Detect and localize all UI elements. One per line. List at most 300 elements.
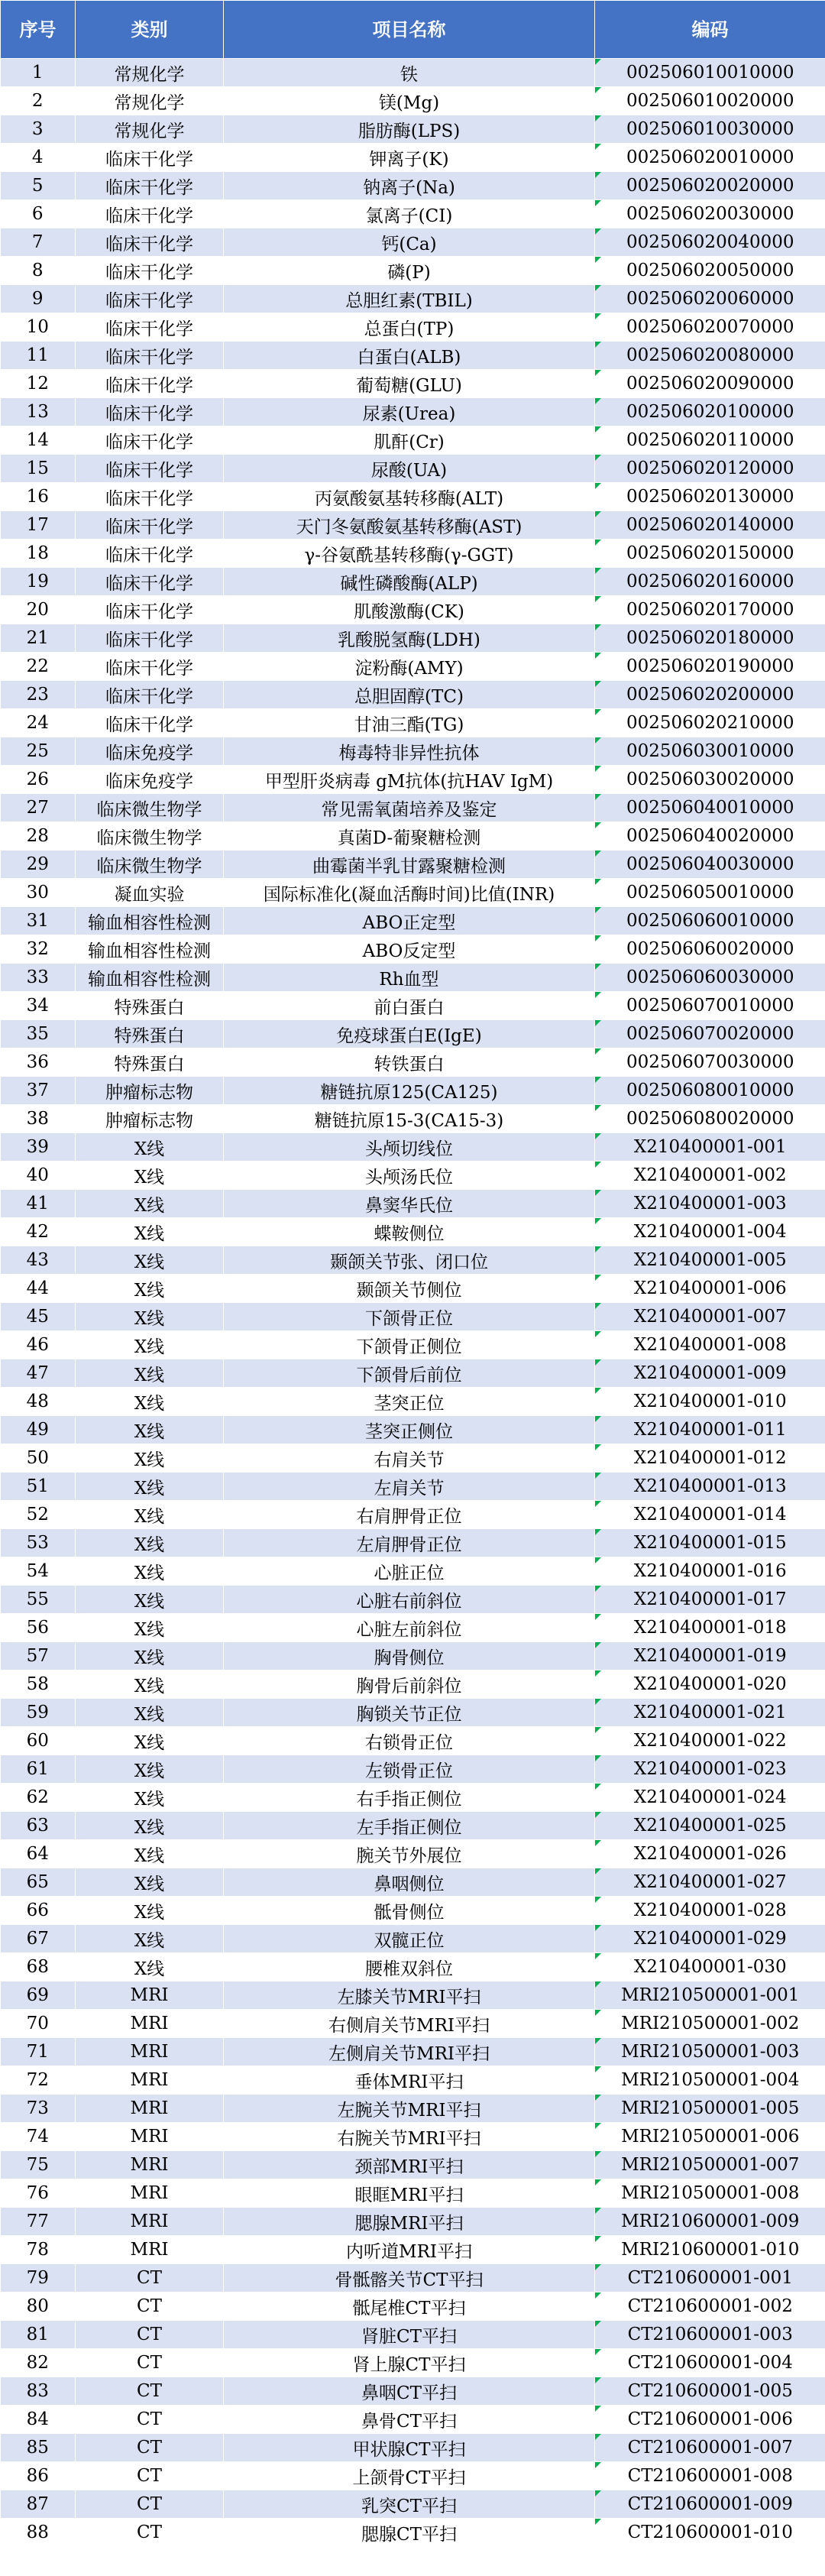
row-category: X线: [76, 1755, 224, 1784]
row-item-name: 腮腺CT平扫: [224, 2519, 595, 2547]
row-code: X210400001-021: [595, 1699, 825, 1727]
row-category: 临床微生物学: [76, 851, 224, 879]
row-category: CT: [76, 2377, 224, 2406]
row-item-name: 下颌骨正位: [224, 1303, 595, 1331]
table-row: [1, 200, 825, 228]
table-row: [1, 59, 825, 87]
row-index: 20: [1, 596, 76, 624]
table-row: [1, 568, 825, 596]
row-index: 82: [1, 2349, 76, 2377]
row-category: MRI: [76, 2179, 224, 2208]
row-item-name: 心脏左前斜位: [224, 1614, 595, 1642]
row-category: MRI: [76, 2236, 224, 2264]
table-row: [1, 1275, 825, 1303]
row-code: X210400001-025: [595, 1812, 825, 1840]
row-item-name: 腮腺MRI平扫: [224, 2208, 595, 2236]
row-index: 50: [1, 1444, 76, 1473]
row-item-name: 垂体MRI平扫: [224, 2066, 595, 2095]
header-row: [1, 1, 825, 59]
table-row: [1, 596, 825, 624]
table-row: [1, 370, 825, 398]
row-item-name: 总胆红素(TBIL): [224, 285, 595, 313]
table-row: [1, 2349, 825, 2377]
row-code: X210400001-008: [595, 1331, 825, 1359]
table-row: [1, 2434, 825, 2462]
row-category: CT: [76, 2264, 224, 2292]
table-row: [1, 313, 825, 342]
row-code: 002506020050000: [595, 257, 825, 285]
row-code: X210400001-027: [595, 1868, 825, 1897]
row-item-name: 天门冬氨酸氨基转移酶(AST): [224, 511, 595, 540]
table-row: [1, 2321, 825, 2349]
row-category: X线: [76, 1303, 224, 1331]
table-row: [1, 2066, 825, 2095]
row-code: 002506070010000: [595, 992, 825, 1020]
row-code: X210400001-003: [595, 1190, 825, 1218]
row-code: 002506020060000: [595, 285, 825, 313]
row-index: 32: [1, 935, 76, 964]
row-code: 002506020200000: [595, 681, 825, 709]
row-code: 002506020140000: [595, 511, 825, 540]
row-item-name: 葡萄糖(GLU): [224, 370, 595, 398]
row-index: 62: [1, 1784, 76, 1812]
row-index: 15: [1, 455, 76, 483]
row-category: X线: [76, 1473, 224, 1501]
row-item-name: 镁(Mg): [224, 87, 595, 115]
row-index: 11: [1, 342, 76, 370]
row-index: 75: [1, 2151, 76, 2179]
row-index: 55: [1, 1586, 76, 1614]
row-category: X线: [76, 1868, 224, 1897]
row-index: 45: [1, 1303, 76, 1331]
row-item-name: 左腕关节MRI平扫: [224, 2095, 595, 2123]
table-row: [1, 2377, 825, 2406]
table-row: [1, 1699, 825, 1727]
row-index: 52: [1, 1501, 76, 1529]
row-index: 60: [1, 1727, 76, 1755]
row-code: X210400001-005: [595, 1246, 825, 1275]
row-code: X210400001-016: [595, 1557, 825, 1586]
row-code: 002506020190000: [595, 653, 825, 681]
table-row: [1, 285, 825, 313]
row-index: 54: [1, 1557, 76, 1586]
row-category: 临床干化学: [76, 144, 224, 172]
row-category: 特殊蛋白: [76, 992, 224, 1020]
table-row: [1, 1755, 825, 1784]
row-index: 68: [1, 1953, 76, 1981]
row-code: CT210600001-007: [595, 2434, 825, 2462]
col-header-code: 编码: [595, 1, 825, 59]
row-item-name: 茎突正位: [224, 1388, 595, 1416]
row-category: 临床干化学: [76, 370, 224, 398]
row-category: 临床干化学: [76, 455, 224, 483]
row-code: 002506020120000: [595, 455, 825, 483]
row-index: 72: [1, 2066, 76, 2095]
row-code: 002506030020000: [595, 766, 825, 794]
row-index: 36: [1, 1048, 76, 1077]
row-category: CT: [76, 2349, 224, 2377]
row-category: X线: [76, 1162, 224, 1190]
row-index: 24: [1, 709, 76, 737]
row-code: X210400001-028: [595, 1897, 825, 1925]
row-item-name: 双髋正位: [224, 1925, 595, 1953]
row-category: X线: [76, 1840, 224, 1868]
row-item-name: 碱性磷酸酶(ALP): [224, 568, 595, 596]
row-index: 30: [1, 879, 76, 907]
row-code: X210400001-001: [595, 1133, 825, 1162]
row-item-name: 尿素(Urea): [224, 398, 595, 426]
table-row: [1, 2151, 825, 2179]
row-category: X线: [76, 1670, 224, 1699]
table-row: [1, 766, 825, 794]
row-code: X210400001-006: [595, 1275, 825, 1303]
row-category: 常规化学: [76, 87, 224, 115]
row-category: 临床干化学: [76, 228, 224, 257]
row-item-name: 骶骨侧位: [224, 1897, 595, 1925]
table-row: [1, 1784, 825, 1812]
row-item-name: 转铁蛋白: [224, 1048, 595, 1077]
row-item-name: 颞颌关节侧位: [224, 1275, 595, 1303]
row-item-name: 左膝关节MRI平扫: [224, 1981, 595, 2010]
row-category: 临床干化学: [76, 568, 224, 596]
row-item-name: 肌酐(Cr): [224, 426, 595, 455]
row-code: MRI210500001-004: [595, 2066, 825, 2095]
row-code: X210400001-004: [595, 1218, 825, 1246]
row-index: 8: [1, 257, 76, 285]
row-category: 输血相容性检测: [76, 935, 224, 964]
row-item-name: 右侧肩关节MRI平扫: [224, 2010, 595, 2038]
row-item-name: Rh血型: [224, 964, 595, 992]
row-code: 002506010020000: [595, 87, 825, 115]
row-category: MRI: [76, 2123, 224, 2151]
row-item-name: 甲型肝炎病毒 gM抗体(抗HAV IgM): [224, 766, 595, 794]
row-item-name: 胸骨侧位: [224, 1642, 595, 1670]
row-item-name: 乳突CT平扫: [224, 2490, 595, 2519]
row-index: 38: [1, 1105, 76, 1133]
table-row: [1, 1190, 825, 1218]
table-row: [1, 540, 825, 568]
row-index: 80: [1, 2292, 76, 2321]
row-code: 002506020130000: [595, 483, 825, 511]
row-category: X线: [76, 1388, 224, 1416]
row-category: X线: [76, 1218, 224, 1246]
table-row: [1, 1416, 825, 1444]
row-category: 特殊蛋白: [76, 1048, 224, 1077]
row-index: 21: [1, 624, 76, 653]
row-item-name: 左肩胛骨正位: [224, 1529, 595, 1557]
row-index: 26: [1, 766, 76, 794]
row-index: 76: [1, 2179, 76, 2208]
row-code: 002506020030000: [595, 200, 825, 228]
row-code: X210400001-022: [595, 1727, 825, 1755]
table-row: [1, 822, 825, 851]
row-item-name: 胸骨后前斜位: [224, 1670, 595, 1699]
row-category: X线: [76, 1246, 224, 1275]
row-item-name: 内听道MRI平扫: [224, 2236, 595, 2264]
row-index: 7: [1, 228, 76, 257]
row-code: X210400001-013: [595, 1473, 825, 1501]
row-code: 002506030010000: [595, 737, 825, 766]
row-code: 002506020100000: [595, 398, 825, 426]
row-index: 64: [1, 1840, 76, 1868]
row-item-name: 免疫球蛋白E(IgE): [224, 1020, 595, 1048]
row-item-name: 总蛋白(TP): [224, 313, 595, 342]
row-index: 28: [1, 822, 76, 851]
row-category: X线: [76, 1586, 224, 1614]
row-category: X线: [76, 1897, 224, 1925]
row-item-name: 肾脏CT平扫: [224, 2321, 595, 2349]
row-index: 70: [1, 2010, 76, 2038]
row-code: 002506060010000: [595, 907, 825, 935]
row-category: CT: [76, 2490, 224, 2519]
row-code: 002506020110000: [595, 426, 825, 455]
row-index: 61: [1, 1755, 76, 1784]
row-code: CT210600001-009: [595, 2490, 825, 2519]
table-row: [1, 1303, 825, 1331]
table-row: [1, 1473, 825, 1501]
row-code: CT210600001-001: [595, 2264, 825, 2292]
row-code: 002506010030000: [595, 115, 825, 144]
row-item-name: 肾上腺CT平扫: [224, 2349, 595, 2377]
row-item-name: 左肩关节: [224, 1473, 595, 1501]
row-code: MRI210500001-003: [595, 2038, 825, 2066]
row-item-name: 骶尾椎CT平扫: [224, 2292, 595, 2321]
row-category: CT: [76, 2434, 224, 2462]
row-index: 77: [1, 2208, 76, 2236]
table-row: [1, 1614, 825, 1642]
row-code: X210400001-011: [595, 1416, 825, 1444]
table-row: [1, 2264, 825, 2292]
row-item-name: 铁: [224, 59, 595, 87]
table-row: [1, 1840, 825, 1868]
row-index: 66: [1, 1897, 76, 1925]
row-code: MRI210500001-007: [595, 2151, 825, 2179]
row-index: 48: [1, 1388, 76, 1416]
row-index: 4: [1, 144, 76, 172]
row-code: 002506080020000: [595, 1105, 825, 1133]
table-row: [1, 2462, 825, 2490]
table-row: [1, 511, 825, 540]
row-index: 22: [1, 653, 76, 681]
row-code: 002506010010000: [595, 59, 825, 87]
table-row: [1, 1020, 825, 1048]
row-category: 输血相容性检测: [76, 907, 224, 935]
row-category: X线: [76, 1699, 224, 1727]
row-category: 临床干化学: [76, 398, 224, 426]
row-item-name: 鼻窦华氏位: [224, 1190, 595, 1218]
row-index: 43: [1, 1246, 76, 1275]
table-body: [1, 59, 825, 2547]
row-code: 002506020090000: [595, 370, 825, 398]
row-code: X210400001-014: [595, 1501, 825, 1529]
row-item-name: 磷(P): [224, 257, 595, 285]
table-row: [1, 172, 825, 200]
row-item-name: 尿酸(UA): [224, 455, 595, 483]
table-row: [1, 2208, 825, 2236]
row-item-name: 左手指正侧位: [224, 1812, 595, 1840]
row-category: 临床干化学: [76, 596, 224, 624]
table-row: [1, 2236, 825, 2264]
row-code: MRI210500001-005: [595, 2095, 825, 2123]
table-row: [1, 794, 825, 822]
row-index: 88: [1, 2519, 76, 2547]
table-row: [1, 992, 825, 1020]
row-item-name: 头颅汤氏位: [224, 1162, 595, 1190]
table-row: [1, 2123, 825, 2151]
row-category: X线: [76, 1925, 224, 1953]
row-category: CT: [76, 2462, 224, 2490]
row-code: 002506050010000: [595, 879, 825, 907]
row-category: CT: [76, 2406, 224, 2434]
row-category: 肿瘤标志物: [76, 1077, 224, 1105]
row-item-name: 骨骶髂关节CT平扫: [224, 2264, 595, 2292]
row-index: 59: [1, 1699, 76, 1727]
row-item-name: 颞颌关节张、闭口位: [224, 1246, 595, 1275]
row-index: 69: [1, 1981, 76, 2010]
row-index: 73: [1, 2095, 76, 2123]
row-item-name: 颈部MRI平扫: [224, 2151, 595, 2179]
row-code: X210400001-015: [595, 1529, 825, 1557]
row-item-name: 鼻咽CT平扫: [224, 2377, 595, 2406]
col-header-category: 类别: [76, 1, 224, 59]
row-item-name: 钾离子(K): [224, 144, 595, 172]
table-row: [1, 1162, 825, 1190]
table-row: [1, 87, 825, 115]
table-row: [1, 709, 825, 737]
row-item-name: 总胆固醇(TC): [224, 681, 595, 709]
table-row: [1, 1048, 825, 1077]
row-item-name: 胸锁关节正位: [224, 1699, 595, 1727]
row-item-name: 甲状腺CT平扫: [224, 2434, 595, 2462]
row-category: X线: [76, 1133, 224, 1162]
row-index: 51: [1, 1473, 76, 1501]
row-index: 33: [1, 964, 76, 992]
row-index: 57: [1, 1642, 76, 1670]
row-item-name: 鼻咽侧位: [224, 1868, 595, 1897]
row-code: 002506080010000: [595, 1077, 825, 1105]
table-row: [1, 737, 825, 766]
row-index: 18: [1, 540, 76, 568]
row-item-name: ABO正定型: [224, 907, 595, 935]
row-item-name: 右肩胛骨正位: [224, 1501, 595, 1529]
row-code: CT210600001-008: [595, 2462, 825, 2490]
row-category: 临床干化学: [76, 313, 224, 342]
table-row: [1, 2519, 825, 2547]
row-category: X线: [76, 1727, 224, 1755]
table-row: [1, 1727, 825, 1755]
table-row: [1, 1925, 825, 1953]
row-category: X线: [76, 1642, 224, 1670]
row-code: X210400001-010: [595, 1388, 825, 1416]
row-index: 31: [1, 907, 76, 935]
table-row: [1, 2010, 825, 2038]
row-index: 17: [1, 511, 76, 540]
row-item-name: 右肩关节: [224, 1444, 595, 1473]
row-category: X线: [76, 1784, 224, 1812]
row-category: X线: [76, 1190, 224, 1218]
row-item-name: 下颌骨后前位: [224, 1359, 595, 1388]
row-code: X210400001-007: [595, 1303, 825, 1331]
row-category: X线: [76, 1614, 224, 1642]
row-category: 输血相容性检测: [76, 964, 224, 992]
row-index: 12: [1, 370, 76, 398]
row-category: 常规化学: [76, 59, 224, 87]
row-item-name: γ-谷氨酰基转移酶(γ-GGT): [224, 540, 595, 568]
table-row: [1, 2406, 825, 2434]
row-index: 40: [1, 1162, 76, 1190]
row-index: 46: [1, 1331, 76, 1359]
row-code: MRI210600001-009: [595, 2208, 825, 2236]
row-item-name: 糖链抗原15-3(CA15-3): [224, 1105, 595, 1133]
table-row: [1, 1501, 825, 1529]
table-row: [1, 1812, 825, 1840]
table-row: [1, 1246, 825, 1275]
row-index: 85: [1, 2434, 76, 2462]
table-row: [1, 935, 825, 964]
table-row: [1, 964, 825, 992]
row-category: MRI: [76, 2066, 224, 2095]
row-category: 临床干化学: [76, 483, 224, 511]
row-item-name: 腕关节外展位: [224, 1840, 595, 1868]
row-item-name: 前白蛋白: [224, 992, 595, 1020]
row-category: 临床干化学: [76, 624, 224, 653]
row-code: X210400001-030: [595, 1953, 825, 1981]
row-code: 002506020160000: [595, 568, 825, 596]
table-row: [1, 1981, 825, 2010]
row-index: 58: [1, 1670, 76, 1699]
row-code: 002506020080000: [595, 342, 825, 370]
row-category: 临床干化学: [76, 681, 224, 709]
row-item-name: 右锁骨正位: [224, 1727, 595, 1755]
row-item-name: 右手指正侧位: [224, 1784, 595, 1812]
row-index: 87: [1, 2490, 76, 2519]
row-code: X210400001-024: [595, 1784, 825, 1812]
row-index: 83: [1, 2377, 76, 2406]
row-item-name: 白蛋白(ALB): [224, 342, 595, 370]
row-code: X210400001-019: [595, 1642, 825, 1670]
row-code: X210400001-026: [595, 1840, 825, 1868]
table-row: [1, 1388, 825, 1416]
row-category: X线: [76, 1359, 224, 1388]
table-row: [1, 1557, 825, 1586]
row-index: 14: [1, 426, 76, 455]
row-code: 002506070020000: [595, 1020, 825, 1048]
row-category: MRI: [76, 2095, 224, 2123]
row-category: 临床免疫学: [76, 766, 224, 794]
row-category: CT: [76, 2292, 224, 2321]
row-category: 特殊蛋白: [76, 1020, 224, 1048]
row-code: 002506040030000: [595, 851, 825, 879]
row-item-name: 腰椎双斜位: [224, 1953, 595, 1981]
table-row: [1, 2490, 825, 2519]
row-code: MRI210600001-010: [595, 2236, 825, 2264]
row-code: 002506060030000: [595, 964, 825, 992]
row-category: 临床干化学: [76, 540, 224, 568]
row-code: 002506040020000: [595, 822, 825, 851]
table-row: [1, 1529, 825, 1557]
row-category: 临床干化学: [76, 511, 224, 540]
row-item-name: 糖链抗原125(CA125): [224, 1077, 595, 1105]
row-index: 63: [1, 1812, 76, 1840]
row-category: 临床干化学: [76, 172, 224, 200]
table-row: [1, 2095, 825, 2123]
table-row: [1, 1331, 825, 1359]
row-category: CT: [76, 2321, 224, 2349]
row-category: X线: [76, 1953, 224, 1981]
row-item-name: 左锁骨正位: [224, 1755, 595, 1784]
row-index: 44: [1, 1275, 76, 1303]
row-index: 86: [1, 2462, 76, 2490]
